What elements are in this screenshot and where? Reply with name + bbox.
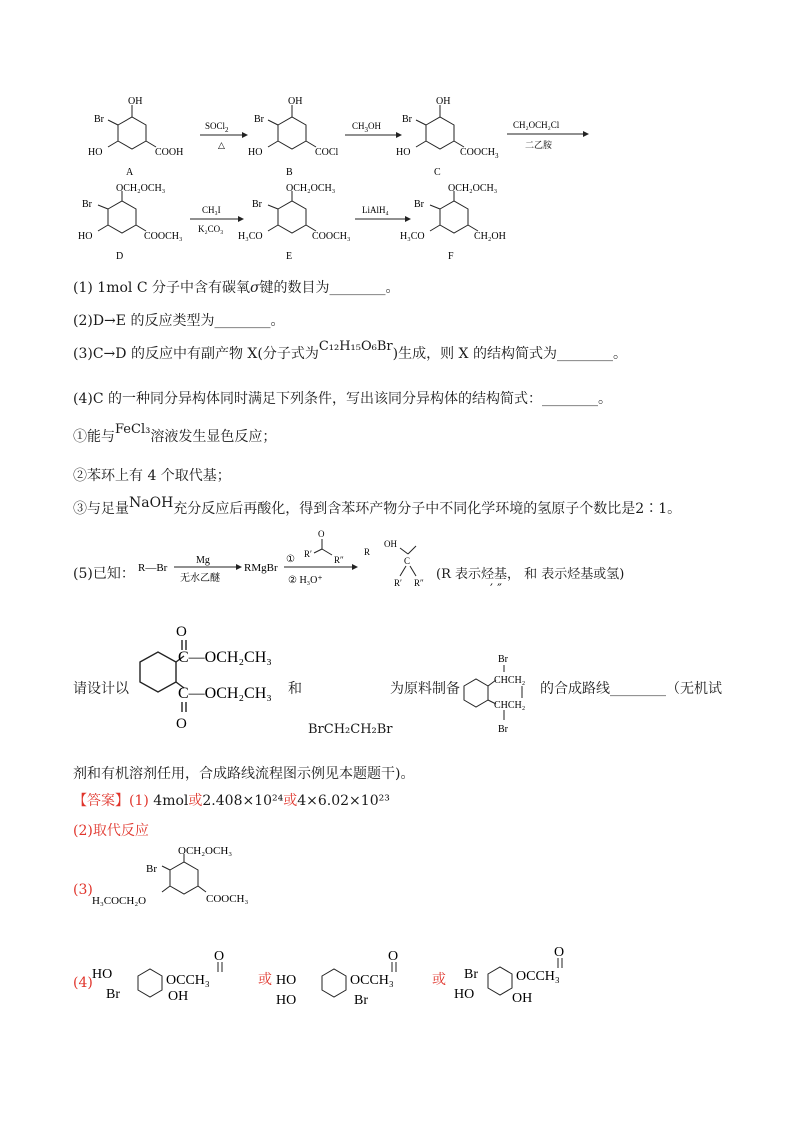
svg-text:H₃COCH₂O: H₃COCH₂O xyxy=(92,895,147,907)
svg-text:OH: OH xyxy=(288,96,303,107)
svg-text:C—OCH₂CH₃: C—OCH₂CH₃ xyxy=(178,685,272,702)
svg-text:OH: OH xyxy=(128,96,143,107)
design-text-c: 的合成路线________（无机试 xyxy=(540,681,722,697)
compound-C xyxy=(396,96,499,178)
arrow-ch3oh xyxy=(345,121,402,138)
svg-text:D: D xyxy=(116,251,124,262)
svg-text:LiAlH₄: LiAlH₄ xyxy=(362,205,389,215)
svg-text:CH₃I: CH₃I xyxy=(202,205,221,215)
svg-text:O: O xyxy=(214,949,225,964)
svg-text:OCCH₃: OCCH₃ xyxy=(166,973,210,988)
svg-text:Br: Br xyxy=(252,199,262,210)
svg-text:B: B xyxy=(286,167,293,178)
compound-E xyxy=(238,183,351,262)
isomer-2 xyxy=(276,949,398,1008)
question-5-note: (R 表示烃基， 和 表示烃基或氢) xyxy=(436,567,625,582)
arrow-ch3i xyxy=(190,205,244,234)
question-2: (2)D→E 的反应类型为________。 xyxy=(73,313,285,329)
svg-text:OCH₂OCH₃: OCH₂OCH₃ xyxy=(448,183,498,194)
svg-text:RMgBr: RMgBr xyxy=(244,562,278,574)
svg-text:Br: Br xyxy=(94,114,104,125)
svg-text:Br: Br xyxy=(498,724,508,735)
arrow-socl2 xyxy=(200,121,248,150)
svg-text:HO: HO xyxy=(78,231,93,242)
question-3: (3)C→D 的反应中有副产物 X(分子式为C₁₂H₁₅O₆Br)生成，则 X 的结构简式为________。 xyxy=(73,339,627,362)
svg-text:CH₂OH: CH₂OH xyxy=(474,231,506,242)
svg-text:Br: Br xyxy=(146,863,157,875)
svg-text:Br: Br xyxy=(414,199,424,210)
condition-2: ②苯环上有 4 个取代基； xyxy=(73,468,231,484)
design-text-a: 请设计以 xyxy=(73,681,129,697)
svg-text:Br: Br xyxy=(498,654,508,665)
design-text-d: 剂和有机溶剂任用，合成路线流程图示例见本题题干)。 xyxy=(73,766,415,782)
svg-text:SOCl2: SOCl$_2$ xyxy=(205,121,229,134)
svg-text:COOCH₃: COOCH₃ xyxy=(144,231,183,242)
svg-text:HO: HO xyxy=(276,973,297,988)
scheme-row-2 xyxy=(60,185,540,270)
svg-text:R: R xyxy=(364,547,371,557)
svg-text:R″: R″ xyxy=(414,578,424,588)
svg-text:A: A xyxy=(126,167,134,178)
scheme-row-1 xyxy=(60,95,540,185)
compound-A xyxy=(88,96,183,178)
svg-text:OCCH₃: OCCH₃ xyxy=(516,969,560,984)
svg-text:CH3OH: $CH_3OH$ xyxy=(352,121,382,134)
svg-text:HO: HO xyxy=(88,147,103,158)
or-2: 或 xyxy=(432,973,446,988)
svg-text:COOH: COOH xyxy=(155,147,184,158)
svg-text:△: △ xyxy=(218,140,225,150)
svg-text:HO: HO xyxy=(248,147,263,158)
svg-text:OH: OH xyxy=(512,991,533,1006)
svg-text:①: ① xyxy=(286,554,295,565)
svg-text:COOCH3: $COOCH_3$ xyxy=(460,147,499,160)
svg-text:OCH₂OCH₃: OCH₂OCH₃ xyxy=(178,845,233,857)
diethyl-phthalate xyxy=(128,618,298,738)
compound-D xyxy=(78,183,183,262)
svg-text:HO: HO xyxy=(276,993,297,1008)
svg-text:Mg: Mg xyxy=(196,555,210,566)
svg-text:COOCH₃: COOCH₃ xyxy=(312,231,351,242)
svg-text:H₃CO: H₃CO xyxy=(400,231,425,242)
svg-text:CH₂OCH₂Cl: CH₂OCH₂Cl xyxy=(513,120,560,130)
question-5-note-marks: ′ ″ xyxy=(490,582,502,597)
svg-text:无水乙醚: 无水乙醚 xyxy=(180,573,220,584)
answer-3-label: (3) xyxy=(73,882,93,898)
or-1: 或 xyxy=(258,973,272,988)
svg-text:H₃CO: H₃CO xyxy=(238,231,263,242)
svg-text:R—Br: R—Br xyxy=(138,562,168,574)
answer-4-label: (4) xyxy=(73,975,93,991)
target-indane-dibromide xyxy=(460,652,550,740)
svg-text:Br: Br xyxy=(82,199,92,210)
svg-text:二乙胺: 二乙胺 xyxy=(525,140,553,150)
arrow-ch2och2cl xyxy=(505,118,595,158)
svg-text:COOCH₃: COOCH₃ xyxy=(206,893,249,905)
grignard-product xyxy=(394,540,428,590)
svg-text:CHCH₂: CHCH₂ xyxy=(494,675,526,686)
svg-text:Br: Br xyxy=(106,987,120,1002)
svg-text:R″: R″ xyxy=(334,555,344,565)
svg-text:C—OCH₂CH₃: C—OCH₂CH₃ xyxy=(178,649,272,666)
svg-text:HO: HO xyxy=(454,987,475,1002)
svg-text:R′: R′ xyxy=(394,578,402,588)
isomer-1 xyxy=(92,949,224,1004)
dibromoethane: BrCH₂CH₂Br xyxy=(308,722,393,737)
arrow-lialh4 xyxy=(355,205,411,222)
svg-text:O: O xyxy=(176,716,187,732)
design-and: 和 xyxy=(288,681,302,697)
question-5-prefix: (5)已知： xyxy=(73,566,135,582)
svg-text:HO: HO xyxy=(396,147,411,158)
condition-3: ③与足量NaOH充分反应后再酸化，得到含苯环产物分子中不同化学环境的氢原子个数比是2∶1。 xyxy=(73,495,682,517)
known-grignard-reaction xyxy=(138,525,398,595)
svg-text:OH: OH xyxy=(384,539,397,549)
svg-text:OH: OH xyxy=(436,96,451,107)
svg-text:OH: OH xyxy=(168,989,189,1004)
condition-1: ①能与FeCl₃溶液发生显色反应； xyxy=(73,422,277,445)
isomer-3 xyxy=(454,945,564,1006)
svg-text:O: O xyxy=(388,949,399,964)
svg-text:② H₃O⁺: ② H₃O⁺ xyxy=(288,575,323,586)
svg-text:O: O xyxy=(176,624,187,640)
svg-text:HO: HO xyxy=(92,967,113,982)
svg-text:OCCH₃: OCCH₃ xyxy=(350,973,394,988)
compound-F xyxy=(400,183,506,262)
svg-text:O: O xyxy=(554,945,565,960)
answer-1: 【答案】(1) 4mol或2.408×10²⁴或4×6.02×10²³ xyxy=(73,793,390,809)
svg-text:F: F xyxy=(448,251,454,262)
svg-text:K₂CO₃: K₂CO₃ xyxy=(198,224,224,234)
answer-4-structures xyxy=(92,940,612,1020)
svg-text:Br: Br xyxy=(464,967,478,982)
svg-text:COCl: COCl xyxy=(315,147,339,158)
svg-text:R′: R′ xyxy=(304,549,312,559)
svg-text:OCH₂OCH₃: OCH₂OCH₃ xyxy=(116,183,166,194)
question-1: (1) 1mol C 分子中含有碳氧σ键的数目为________。 xyxy=(73,280,400,296)
svg-text:Br: Br xyxy=(402,114,412,125)
svg-text:O: O xyxy=(318,529,325,539)
answer-3-structure xyxy=(92,842,292,922)
design-text-b: 为原料制备 xyxy=(390,681,460,697)
svg-text:CHCH₂: CHCH₂ xyxy=(494,700,526,711)
svg-text:Br: Br xyxy=(254,114,264,125)
answer-2: (2)取代反应 xyxy=(73,823,149,839)
svg-text:OCH₂OCH₃: OCH₂OCH₃ xyxy=(286,183,336,194)
question-4: (4)C 的一种同分异构体同时满足下列条件，写出该同分异构体的结构简式：________。 xyxy=(73,391,612,407)
svg-text:Br: Br xyxy=(354,993,368,1008)
svg-text:E: E xyxy=(286,251,293,262)
svg-text:C: C xyxy=(434,167,441,178)
compound-B xyxy=(248,96,339,178)
svg-text:C: C xyxy=(404,556,411,566)
